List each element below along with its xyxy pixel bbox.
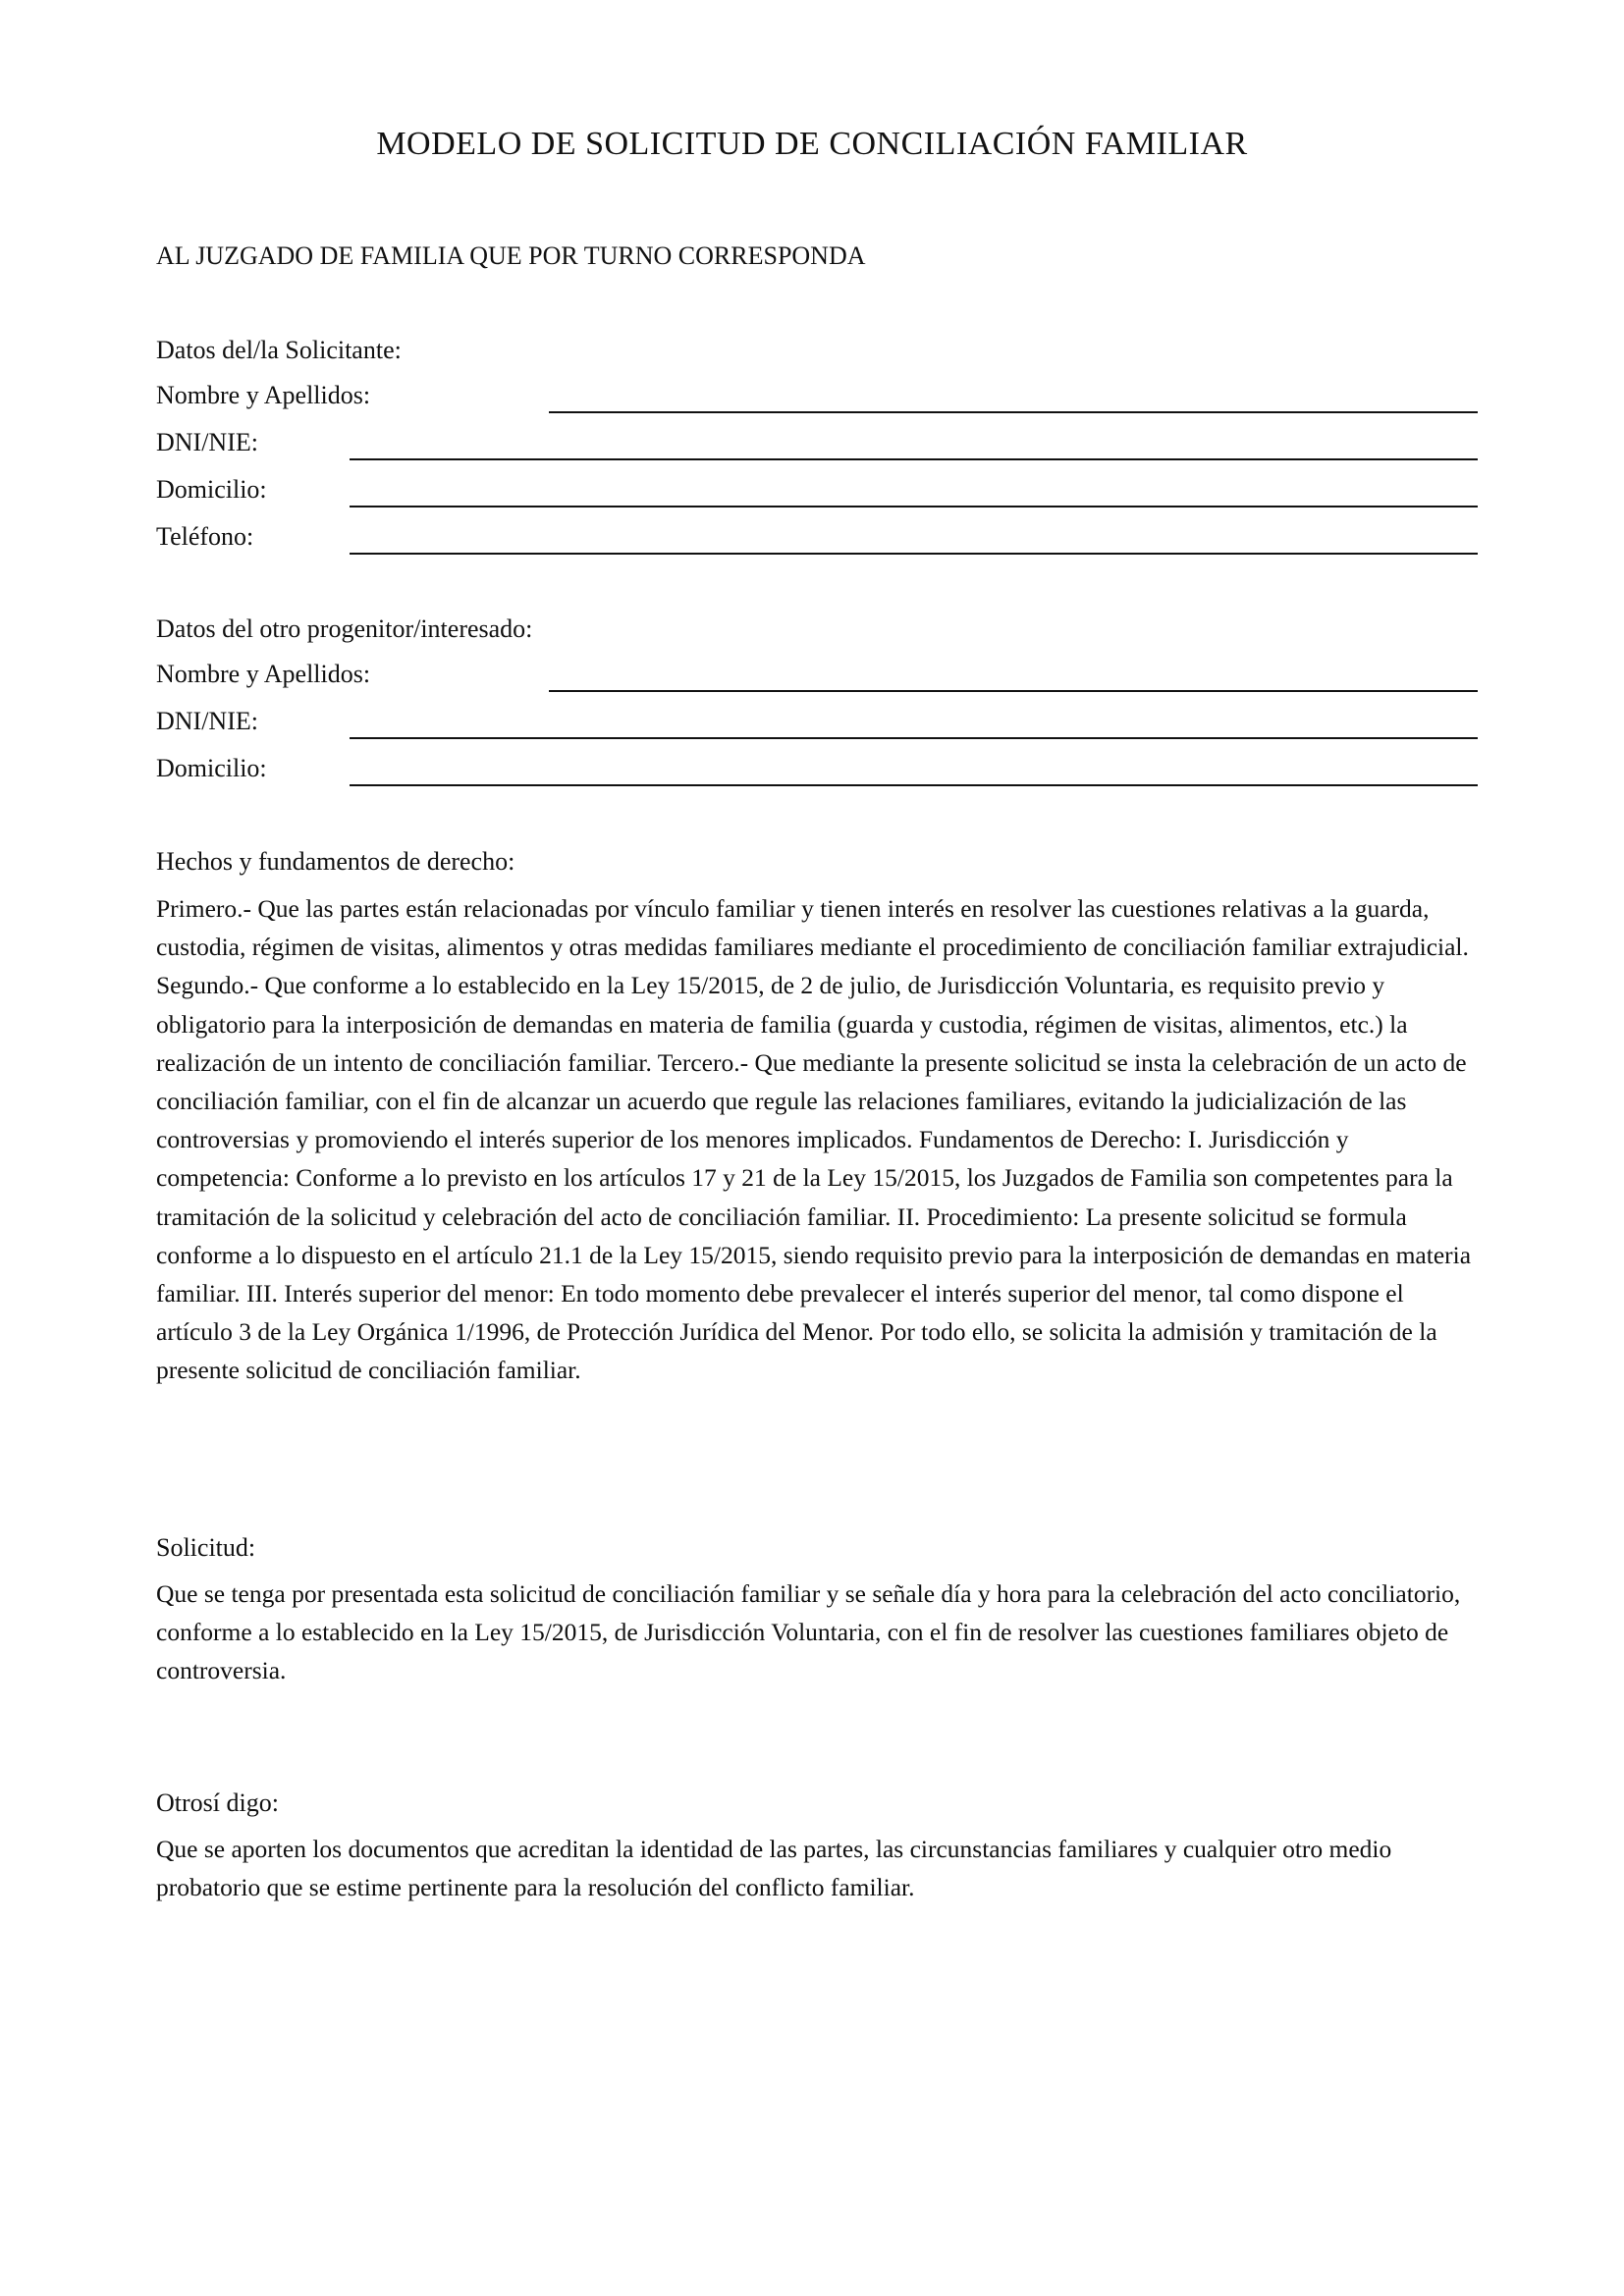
- applicant-dni-line[interactable]: [350, 458, 1478, 460]
- request-body: Que se tenga por presentada esta solicitud de conciliación familiar y se señale día y hora para la celebración del acto conciliatorio, conforme a lo establecido en la Ley 15/2015, de Jurisdicción Voluntaria, con el fin de resolver las cuestiones familiares objeto de controversia.: [156, 1579, 1461, 1685]
- applicant-phone-line[interactable]: [350, 553, 1478, 555]
- otrosi-body: Que se aporten los documentos que acreditan la identidad de las partes, las circunstancias familiares y cualquier otro medio probatorio que se estime pertinente para la resolución del conflicto familiar.: [156, 1835, 1392, 1902]
- page-title: MODELO DE SOLICITUD DE CONCILIACIÓN FAMILIAR: [376, 126, 1248, 162]
- applicant-address-line[interactable]: [350, 506, 1478, 507]
- other-party-address-field[interactable]: [156, 752, 1478, 791]
- applicant-address-field[interactable]: [156, 473, 1478, 512]
- applicant-dni-label: DNI/NIE:: [156, 428, 258, 456]
- facts-heading: Hechos y fundamentos de derecho:: [156, 847, 515, 876]
- other-party-name-field[interactable]: [156, 658, 1478, 697]
- addressee-line: AL JUZGADO DE FAMILIA QUE POR TURNO CORRESPONDA: [156, 241, 866, 270]
- other-party-name-line[interactable]: [549, 690, 1478, 692]
- other-party-dni-line[interactable]: [350, 737, 1478, 739]
- other-party-dni-field[interactable]: [156, 705, 1478, 744]
- other-party-address-label: Domicilio:: [156, 754, 267, 782]
- applicant-name-line[interactable]: [549, 411, 1478, 413]
- applicant-phone-field[interactable]: [156, 520, 1478, 560]
- applicant-dni-field[interactable]: [156, 426, 1478, 465]
- other-party-heading: Datos del otro progenitor/interesado:: [156, 614, 533, 643]
- otrosi-heading: Otrosí digo:: [156, 1789, 279, 1817]
- applicant-address-label: Domicilio:: [156, 475, 267, 504]
- applicant-heading: Datos del/la Solicitante:: [156, 336, 402, 364]
- other-party-address-line[interactable]: [350, 784, 1478, 786]
- applicant-name-label: Nombre y Apellidos:: [156, 381, 371, 409]
- applicant-phone-label: Teléfono:: [156, 522, 254, 551]
- other-party-name-label: Nombre y Apellidos:: [156, 660, 371, 688]
- facts-body: Primero.- Que las partes están relacionadas por vínculo familiar y tienen interés en resolver las cuestiones relativas a la guarda, custodia, régimen de visitas, alimentos y otras medidas familiares mediante el procedimiento de conciliación familiar extrajudicial. Segundo.- Que conforme a lo establecido en la Ley 15/2015, de 2 de julio, de Jurisdicción Voluntaria, es requisito previo y obligatorio para la interposición de demandas en materia de familia (guarda y custodia, régimen de visitas, alimentos, etc.) la realización de un intento de conciliación familiar. Tercero.- Que mediante la presente solicitud se insta la celebración de un acto de conciliación familiar, con el fin de alcanzar un acuerdo que regule las relaciones familiares, evitando la judicialización de las controversias y promoviendo el interés superior de los menores implicados. Fundamentos de Derecho: I. Jurisdicción y competencia: Conforme a lo previsto en los artículos 17 y 21 de la Ley 15/2015, los Juzgados de Familia son competentes para la tramitación de la solicitud y celebración del acto de conciliación familiar. II. Procedimiento: La presente solicitud se formula conforme a lo dispuesto en el artículo 21.1 de la Ley 15/2015, siendo requisito previo para la interposición de demandas en materia familiar. III. Interés superior del menor: En todo momento debe prevalecer el interés superior del menor, tal como dispone el artículo 3 de la Ley Orgánica 1/1996, de Protección Jurídica del Menor. Por todo ello, se solicita la admisión y tramitación de la presente solicitud de conciliación familiar.: [156, 894, 1472, 1385]
- other-party-dni-label: DNI/NIE:: [156, 707, 258, 735]
- applicant-name-field[interactable]: [156, 379, 1478, 418]
- request-heading: Solicitud:: [156, 1533, 256, 1562]
